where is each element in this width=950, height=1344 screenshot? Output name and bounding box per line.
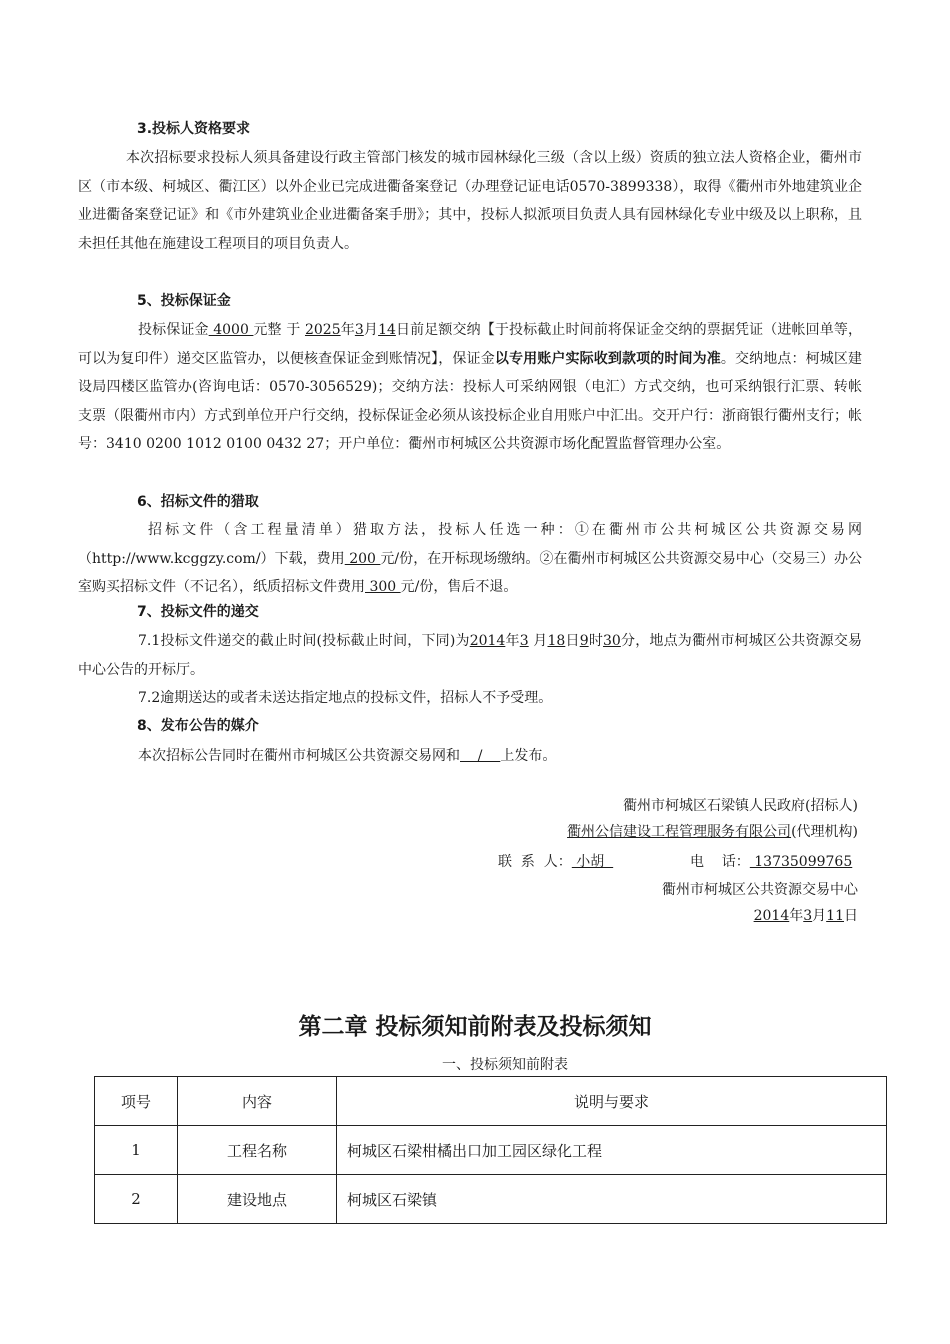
header-item-no: 项号 <box>95 1077 178 1126</box>
contact-line: 联 系 人： 小胡 <box>498 854 614 870</box>
row-item-no: 2 <box>95 1175 178 1224</box>
notice-date: 2014年3月11日 <box>753 908 858 924</box>
agency-name: 衢州公信建设工程管理服务有限公司 <box>567 824 792 840</box>
row-description: 柯城区石梁镇 <box>337 1175 887 1224</box>
section-5-body: 投标保证金 4000 元整 于 2025年3月14日前足额交纳【于投标截止时间前将保证金交纳的票据凭证（进帐回单等，可以为复印件）递交区监管办，以便核查保证金到账情况】，保证金以专用账户实际收到款项的时间为准。交纳地点：柯城区建设局四楼区监管办(咨询电话：0570-3056529)；交纳方法：投标人可采纳网银（电汇）方式交纳，也可采纳银行汇票、转帐支票（限衢州市内）方式到单位开户行交纳，投标保证金必须从该投标企业自用账户中汇出。交开户行：浙商银行衢州支行；帐号：3410 0200 1012 0100 0432 27；开户单位：衢州市柯城区公共资源市场化配置监督管理办公室。 <box>78 322 863 453</box>
fee-paper: 300 <box>365 579 401 596</box>
agency-line: 衢州公信建设工程管理服务有限公司(代理机构) <box>567 824 858 840</box>
header-content: 内容 <box>178 1077 337 1126</box>
table-row <box>95 1126 887 1175</box>
tenderer-name: 衢州市柯城区石梁镇人民政府(招标人) <box>623 798 858 814</box>
section-5-title: 5、投标保证金 <box>137 293 231 309</box>
fee-download: 200 <box>344 550 381 567</box>
chapter-title: 第二章 投标须知前附表及投标须知 <box>298 1014 652 1040</box>
row-item-no: 1 <box>95 1126 178 1175</box>
section-8-title: 8、发布公告的媒介 <box>137 718 259 734</box>
section-3-body: 本次招标要求投标人须具备建设行政主管部门核发的城市园林绿化三级（含以上级）资质的独立法人资格企业，衢州市区（市本级、柯城区、衢江区）以外企业已完成进衢备案登记（办理登记证电话0570-3899338），取得《衢州市外地建筑业企业进衢备案登记证》和《市外建筑业企业进衢备案手册》；其中，投标人拟派项目负责人具有园林绿化专业中级及以上职称，且未担任其他在施建设工程项目的项目负责人。 <box>78 150 862 252</box>
row-content: 工程名称 <box>178 1126 337 1175</box>
table-row <box>95 1175 887 1224</box>
table-subtitle: 一、投标须知前附表 <box>442 1057 568 1073</box>
deposit-amount: 4000 <box>208 322 254 338</box>
section-7-item-1: 7.1投标文件递交的截止时间(投标截止时间，下同)为2014年3 月18日9时30分，地点为衢州市柯城区公共资源交易中心公告的开标厅。 <box>78 633 863 678</box>
section-7-item-2: 7.2逾期送达的或者未送达指定地点的投标文件，招标人不予受理。 <box>138 690 553 706</box>
section-8-body: 本次招标公告同时在衢州市柯城区公共资源交易网和 / 上发布。 <box>138 748 557 764</box>
section-3-title: 3.投标人资格要求 <box>137 121 251 137</box>
phone-number: 13735099765 <box>749 854 853 870</box>
phone-line: 电 话： 13735099765 <box>690 854 853 870</box>
section-6-title: 6、招标文件的猎取 <box>137 494 259 510</box>
header-description: 说明与要求 <box>337 1077 887 1126</box>
deposit-year: 2025 <box>304 322 341 338</box>
section-7-title: 7、投标文件的递交 <box>137 604 259 620</box>
contact-name: 小胡 <box>571 854 614 870</box>
row-content: 建设地点 <box>178 1175 337 1224</box>
table-header-row <box>95 1077 887 1126</box>
bid-notice-table <box>94 1076 887 1224</box>
trading-center: 衢州市柯城区公共资源交易中心 <box>662 882 858 898</box>
deposit-bold-note: 以专用账户实际收到款项的时间为准 <box>494 350 721 367</box>
section-6-body: 招标文件（含工程量清单）猎取方法，投标人任选一种：①在衢州市公共柯城区公共资源交易网（http://www.kcggzy.com/）下载，费用 200 元/份，在开标现场缴纳。②在衢州市柯城区公共资源交易中心（交易三）办公室购买招标文件（不记名），纸质招标文件费用 300 元/份，售后不退。 <box>78 522 863 596</box>
deposit-month: 3 <box>354 322 364 338</box>
row-description: 柯城区石梁柑橘出口加工园区绿化工程 <box>337 1126 887 1175</box>
deposit-day: 14 <box>378 322 396 338</box>
